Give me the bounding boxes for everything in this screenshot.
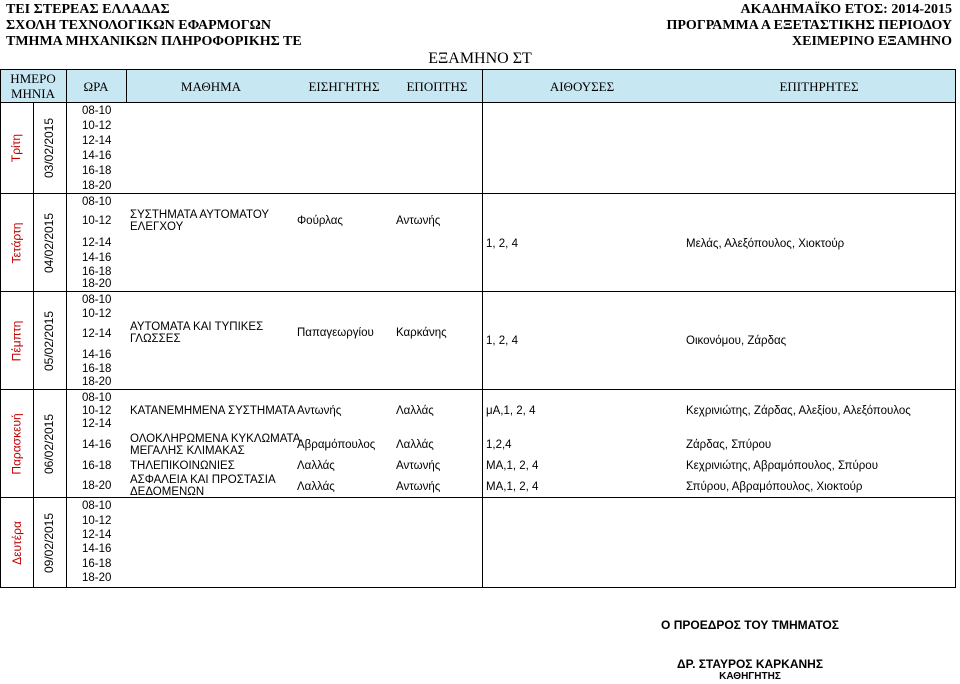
time-slot: 12-14 xyxy=(82,529,112,541)
time-slot: 18-20 xyxy=(82,572,112,584)
time-slot: 12-14 xyxy=(82,135,112,147)
exam-rooms: 1, 2, 4 xyxy=(486,238,518,250)
semester-title: ΕΞΑΜΗΝΟ ΣΤ xyxy=(428,50,532,67)
exam-instructor: Λαλλάς xyxy=(297,460,335,472)
exam-course: ΚΑΤΑΝΕΜΗΜΕΝΑ ΣΥΣΤΗΜΑΤΑ xyxy=(130,405,296,417)
academic-year: ΑΚΑΔΗΜΑΪΚΟ ΕΤΟΣ: 2014-2015 xyxy=(740,2,952,17)
exam-supervisor: Αντωνής xyxy=(396,215,441,227)
day-name: Πέμπτη xyxy=(9,320,24,361)
exam-supervisor: Καρκάνης xyxy=(396,327,447,339)
day-divider xyxy=(0,193,956,194)
exam-proctors: Κεχρινιώτης, Αβραμόπουλος, Σπύρου xyxy=(686,460,878,472)
day-cell xyxy=(0,498,33,587)
day-date: 06/02/2015 xyxy=(42,413,57,474)
time-slot: 16-18 xyxy=(82,460,112,472)
time-slot: 08-10 xyxy=(82,196,112,208)
exam-instructor: Παπαγεωργίου xyxy=(297,327,374,339)
exam-course: ΑΥΤΟΜΑΤΑ ΚΑΙ ΤΥΠΙΚΕΣ ΓΛΩΣΣΕΣ xyxy=(130,321,264,345)
exam-course: ΤΗΛΕΠΙΚΟΙΝΩΝΙΕΣ xyxy=(130,460,235,472)
semester-season: ΧΕΙΜΕΡΙΝΟ ΕΞΑΜΗΝΟ xyxy=(792,34,952,49)
day-date: 03/02/2015 xyxy=(42,117,57,179)
table-border-bottom xyxy=(0,587,956,588)
exam-rooms: 1,2,4 xyxy=(486,439,512,451)
time-slot: 08-10 xyxy=(82,294,112,306)
exam-proctors: Κεχρινιώτης, Ζάρδας, Αλεξίου, Αλεξόπουλος xyxy=(686,405,911,417)
exam-supervisor: Αντωνής xyxy=(396,460,441,472)
column-divider-rooms xyxy=(482,69,483,587)
time-slot: 12-14 xyxy=(82,237,112,249)
day-name: Δευτέρα xyxy=(9,520,24,565)
time-slot: 08-10 xyxy=(82,105,112,117)
chairman-name: ΔΡ. ΣΤΑΥΡΟΣ ΚΑΡΚΑΝΗΣ xyxy=(676,657,824,671)
date-cell xyxy=(33,498,66,587)
exam-rooms: ΜΑ,1, 2, 4 xyxy=(486,460,539,472)
column-header-rooms: ΑΙΘΟΥΣΕΣ xyxy=(549,78,615,94)
chairman-title: ΚΑΘΗΓΗΤΗΣ xyxy=(719,671,781,682)
date-cell xyxy=(33,292,66,389)
day-cell xyxy=(0,390,33,497)
exam-period: ΠΡΟΓΡΑΜΜΑ Α ΕΞΕΤΑΣΤΙΚΗΣ ΠΕΡΙΟΔΟΥ xyxy=(666,18,952,33)
time-slot: 14-16 xyxy=(82,439,112,451)
time-slot: 18-20 xyxy=(82,480,112,492)
time-slot: 12-14 xyxy=(82,328,112,340)
time-slot: 16-18 xyxy=(82,363,112,375)
time-slot: 14-16 xyxy=(82,349,112,361)
day-name: Παρασκευή xyxy=(9,412,24,475)
day-divider xyxy=(0,291,956,292)
time-slot: 16-18 xyxy=(82,165,112,177)
date-cell xyxy=(33,390,66,497)
time-slot: 08-10 xyxy=(82,392,112,404)
time-slot: 10-12 xyxy=(82,515,112,527)
day-cell xyxy=(0,194,33,291)
exam-rooms: μΑ,1, 2, 4 xyxy=(486,405,536,417)
exam-instructor: Λαλλάς xyxy=(297,481,335,493)
exam-instructor: Φούρλας xyxy=(297,215,343,227)
time-slot: 10-12 xyxy=(82,215,112,227)
exam-course: ΣΥΣΤΗΜΑΤΑ ΑΥΤΟΜΑΤΟΥ ΕΛΕΓΧΟΥ xyxy=(130,209,270,233)
time-slot: 18-20 xyxy=(82,180,112,192)
exam-proctors: Ζάρδας, Σπύρου xyxy=(686,439,772,451)
time-slot: 08-10 xyxy=(82,500,112,512)
day-cell xyxy=(0,292,33,389)
school-name: ΣΧΟΛΗ ΤΕΧΝΟΛΟΓΙΚΩΝ ΕΦΑΡΜΟΓΩΝ xyxy=(6,18,271,33)
exam-rooms: 1, 2, 4 xyxy=(486,335,518,347)
column-divider-date xyxy=(66,69,67,587)
day-cell xyxy=(0,103,33,193)
column-header-supervisor: ΕΠΟΠΤΗΣ xyxy=(406,78,468,94)
institution-name: ΤΕΙ ΣΤΕΡΕΑΣ ΕΛΛΑΔΑΣ xyxy=(6,2,170,17)
table-border-right xyxy=(955,103,956,587)
column-header-course: ΜΑΘΗΜΑ xyxy=(180,78,242,94)
chairman-role: Ο ΠΡΟΕΔΡΟΣ ΤΟΥ ΤΜΗΜΑΤΟΣ xyxy=(661,618,839,632)
exam-proctors: Οικονόμου, Ζάρδας xyxy=(686,335,787,347)
date-cell xyxy=(33,103,66,193)
time-slot: 16-18 xyxy=(82,266,112,278)
exam-instructor: Αντωνής xyxy=(297,405,342,417)
column-divider-time xyxy=(126,69,127,103)
time-slot: 12-14 xyxy=(82,418,112,430)
day-date: 04/02/2015 xyxy=(42,212,57,273)
date-cell xyxy=(33,194,66,291)
column-header-instructor: ΕΙΣΗΓΗΤΗΣ xyxy=(308,78,380,94)
period-header xyxy=(666,2,952,50)
exam-rooms: ΜΑ,1, 2, 4 xyxy=(486,481,539,493)
institution-header xyxy=(6,2,302,50)
exam-supervisor: Αντωνής xyxy=(396,481,441,493)
day-date: 05/02/2015 xyxy=(42,310,57,371)
time-slot: 14-16 xyxy=(82,252,112,264)
column-header-time: ΩΡΑ xyxy=(83,78,109,94)
time-slot: 16-18 xyxy=(82,558,112,570)
exam-course: ΟΛΟΚΛΗΡΩΜΕΝΑ ΚΥΚΛΩΜΑΤΑ ΜΕΓΑΛΗΣ ΚΛΙΜΑΚΑΣ xyxy=(130,433,301,457)
time-slot: 18-20 xyxy=(82,376,112,388)
column-header-date: ΗΜΕΡΟ ΜΗΝΙΑ xyxy=(10,71,56,101)
exam-proctors: Σπύρου, Αβραμόπουλος, Χιοκτούρ xyxy=(686,481,863,493)
day-date: 09/02/2015 xyxy=(42,512,57,573)
time-slot: 10-12 xyxy=(82,405,112,417)
exam-course: ΑΣΦΑΛΕΙΑ ΚΑΙ ΠΡΟΣΤΑΣΙΑ ΔΕΔΟΜΕΝΩΝ xyxy=(130,474,276,498)
day-divider xyxy=(0,389,956,390)
department-name: ΤΜΗΜΑ ΜΗΧΑΝΙΚΩΝ ΠΛΗΡΟΦΟΡΙΚΗΣ ΤΕ xyxy=(6,34,302,49)
time-slot: 18-20 xyxy=(82,278,112,290)
column-header-proctors: ΕΠΙΤΗΡΗΤΕΣ xyxy=(779,78,859,94)
day-name: Τρίτη xyxy=(9,133,24,163)
exam-supervisor: Λαλλάς xyxy=(396,439,434,451)
time-slot: 10-12 xyxy=(82,308,112,320)
exam-instructor: Αβραμόπουλος xyxy=(297,439,376,451)
exam-proctors: Μελάς, Αλεξόπουλος, Χιοκτούρ xyxy=(686,238,845,250)
exam-supervisor: Λαλλάς xyxy=(396,405,434,417)
time-slot: 14-16 xyxy=(82,150,112,162)
time-slot: 10-12 xyxy=(82,120,112,132)
day-name: Τετάρτη xyxy=(9,222,24,263)
time-slot: 14-16 xyxy=(82,543,112,555)
